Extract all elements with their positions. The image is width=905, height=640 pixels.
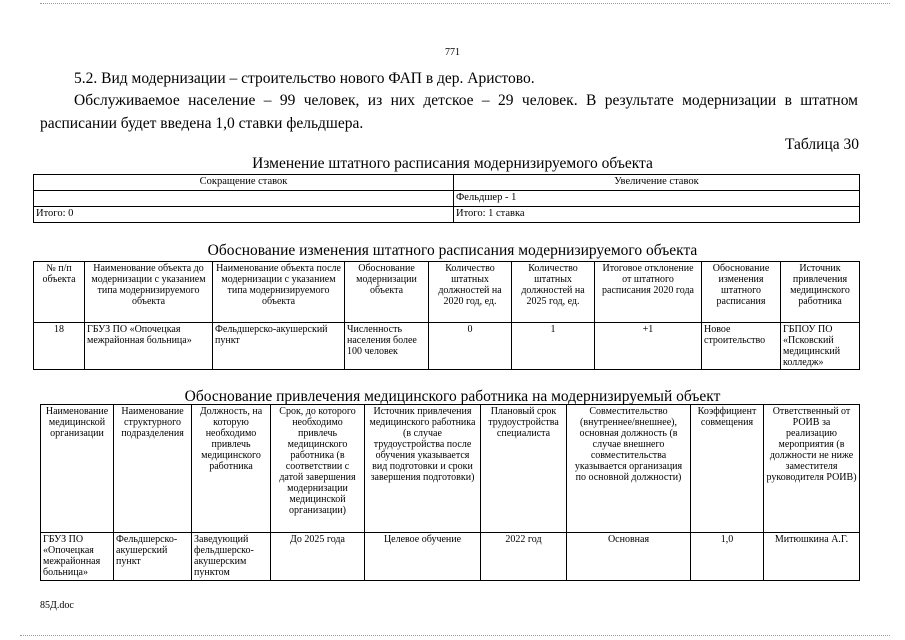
data-cell: Митюшкина А.Г.: [764, 533, 860, 581]
staff-change-title: Изменение штатного расписания модернизируемого объекта: [252, 155, 653, 172]
scan-artifact-top: [40, 3, 890, 4]
data-cell: 0: [429, 323, 512, 370]
table-row: [41, 405, 860, 533]
col-reduce-header: Сокращение ставок: [34, 175, 454, 191]
table-row: [34, 207, 860, 223]
header-cell: Наименование объекта после модернизации с указанием типа модернизируемого объекта: [213, 262, 345, 323]
table-row: [41, 533, 860, 581]
header-cell: Источник привлечения медицинского работника (в случае трудоустройства после обучения указывается вид подготовки и сроки завершения подготовки): [365, 405, 481, 533]
header-cell: Обоснование модернизации объекта: [345, 262, 429, 323]
data-cell: 1: [512, 323, 595, 370]
data-cell: ГБПОУ ПО «Псковский медицинский колледж»: [781, 323, 860, 370]
staff-change-table: [33, 174, 860, 223]
total-reduce: Итого: 0: [34, 207, 454, 223]
data-cell: До 2025 года: [271, 533, 365, 581]
total-increase: Итого: 1 ставка: [454, 207, 860, 223]
header-cell: Количество штатных должностей на 2025 год, ед.: [512, 262, 595, 323]
header-cell: Коэффициент совмещения: [691, 405, 764, 533]
increase-cell: Фельдшер - 1: [454, 191, 860, 207]
col-increase-header: Увеличение ставок: [454, 175, 860, 191]
data-cell: Заведующий фельдшерско-акушерским пунктом: [192, 533, 271, 581]
table-row: [34, 191, 860, 207]
data-cell: Новое строительство: [702, 323, 781, 370]
section-heading: 5.2. Вид модернизации – строительство нового ФАП в дер. Аристово.: [74, 70, 535, 87]
data-cell: Основная: [567, 533, 691, 581]
reduce-cell: [34, 191, 454, 207]
scan-artifact-bottom: [20, 635, 890, 636]
justification-title: Обоснование изменения штатного расписания модернизируемого объекта: [207, 242, 698, 259]
data-cell: Численность населения более 100 человек: [345, 323, 429, 370]
data-cell: Фельдшерско-акушерский пункт: [114, 533, 192, 581]
data-cell: ГБУЗ ПО «Опочецкая межрайонная больница»: [41, 533, 114, 581]
table-label: Таблица 30: [784, 136, 859, 153]
table-row: [34, 262, 860, 323]
header-cell: Наименование медицинской организации: [41, 405, 114, 533]
table-row: [34, 175, 860, 191]
header-cell: Ответственный от РОИВ за реализацию мероприятия (в должности не ниже заместителя руководителя РОИВ): [764, 405, 860, 533]
justification-table: [33, 261, 860, 370]
population-text-line1: Обслуживаемое население – 99 человек, из них детское – 29 человек. В результате модернизации в штатном: [74, 92, 858, 109]
page-number: 771: [445, 47, 460, 58]
header-cell: Плановый срок трудоустройства специалиста: [481, 405, 567, 533]
table-row: [34, 323, 860, 370]
population-text-line2: расписании будет введена 1,0 ставки фельдшера.: [40, 115, 364, 132]
staffing-title: Обоснование привлечения медицинского работника на модернизируемый объект: [184, 388, 721, 405]
data-cell: 1,0: [691, 533, 764, 581]
header-cell: Должность, на которую необходимо привлечь медицинского работника: [192, 405, 271, 533]
header-cell: Совместительство (внутреннее/внешнее), основная должность (в случае внешнего совместительства указывается организация по основной должности): [567, 405, 691, 533]
staffing-table: [40, 404, 860, 581]
data-cell: ГБУЗ ПО «Опочецкая межрайонная больница»: [85, 323, 213, 370]
data-cell: 2022 год: [481, 533, 567, 581]
footer-filename: 85Д.doc: [40, 600, 74, 611]
header-cell: Источник привлечения медицинского работника: [781, 262, 860, 323]
header-cell: Итоговое отклонение от штатного расписания 2020 года: [595, 262, 702, 323]
header-cell: Наименование объекта до модернизации с указанием типа модернизируемого объекта: [85, 262, 213, 323]
data-cell: 18: [34, 323, 85, 370]
data-cell: Целевое обучение: [365, 533, 481, 581]
data-cell: +1: [595, 323, 702, 370]
header-cell: Наименование структурного подразделения: [114, 405, 192, 533]
header-cell: № п/п объекта: [34, 262, 85, 323]
header-cell: Обоснование изменения штатного расписания: [702, 262, 781, 323]
header-cell: Количество штатных должностей на 2020 год, ед.: [429, 262, 512, 323]
header-cell: Срок, до которого необходимо привлечь медицинского работника (в соответствии с датой завершения модернизации медицинской организации): [271, 405, 365, 533]
data-cell: Фельдшерско-акушерский пункт: [213, 323, 345, 370]
